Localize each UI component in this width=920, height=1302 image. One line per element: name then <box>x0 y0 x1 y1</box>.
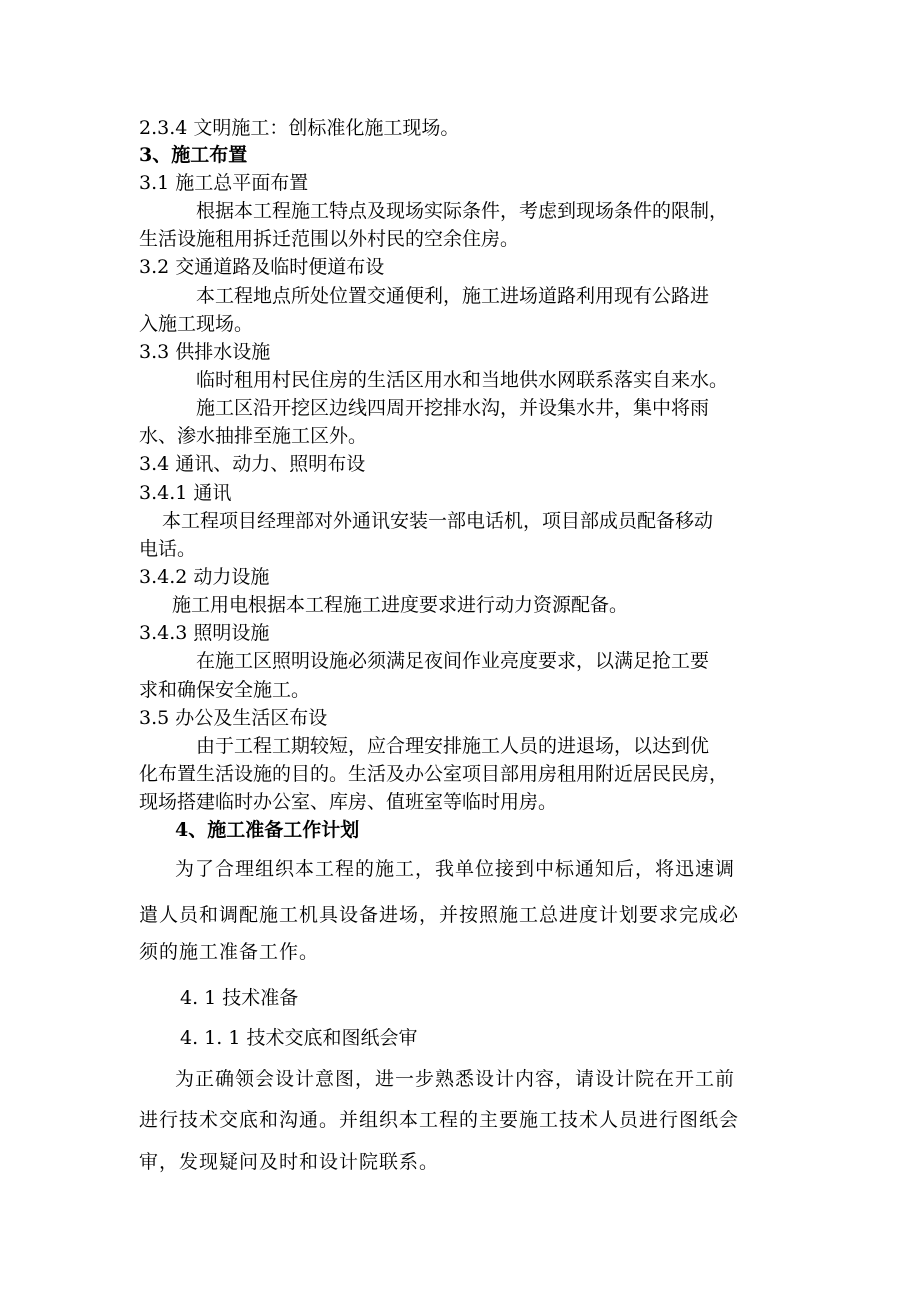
paragraph-line: 化布置生活设施的目的。生活及办公室项目部用房租用附近居民民房， <box>139 763 729 785</box>
paragraph-line: 进行技术交底和沟通。并组织本工程的主要施工技术人员进行图纸会 <box>139 1109 740 1131</box>
heading-3-4: 3.4 通讯、动力、照明布设 <box>139 453 366 475</box>
paragraph-line: 遣人员和调配施工机具设备进场，并按照施工总进度计划要求完成必 <box>139 904 740 926</box>
heading-4-1: 4. 1 技术准备 <box>180 987 299 1009</box>
heading-3: 3、施工布置 <box>139 144 248 166</box>
paragraph-line: 在施工区照明设施必须满足夜间作业亮度要求，以满足抢工要 <box>196 650 710 672</box>
heading-3-4-2: 3.4.2 动力设施 <box>139 566 270 588</box>
heading-3-4-3: 3.4.3 照明设施 <box>139 622 270 644</box>
paragraph-line: 由于工程工期较短，应合理安排施工人员的进退场，以达到优 <box>196 735 710 757</box>
paragraph-line: 入施工现场。 <box>139 313 254 335</box>
paragraph-line: 求和确保安全施工。 <box>139 679 311 701</box>
paragraph-line: 施工用电根据本工程施工进度要求进行动力资源配备。 <box>172 594 629 616</box>
paragraph-line: 审，发现疑问及时和设计院联系。 <box>139 1151 440 1173</box>
paragraph-line: 现场搭建临时办公室、库房、值班室等临时用房。 <box>139 791 558 813</box>
heading-3-5: 3.5 办公及生活区布设 <box>139 707 328 729</box>
paragraph-line: 为正确领会设计意图，进一步熟悉设计内容，请设计院在开工前 <box>175 1068 736 1090</box>
paragraph-line: 施工区沿开挖区边线四周开挖排水沟，并设集水井，集中将雨 <box>196 397 710 419</box>
paragraph-line: 生活设施租用拆迁范围以外村民的空余住房。 <box>139 228 520 250</box>
paragraph-line: 本工程地点所处位置交通便利，施工进场道路利用现有公路进 <box>196 285 710 307</box>
paragraph-line: 水、渗水抽排至施工区外。 <box>139 425 368 447</box>
paragraph-line: 根据本工程施工特点及现场实际条件，考虑到现场条件的限制， <box>196 200 729 222</box>
paragraph-line: 本工程项目经理部对外通讯安装一部电话机，项目部成员配备移动 <box>162 510 714 532</box>
line-2-3-4: 2.3.4 文明施工：创标准化施工现场。 <box>139 117 460 139</box>
heading-3-1: 3.1 施工总平面布置 <box>139 172 309 194</box>
paragraph-line: 为了合理组织本工程的施工，我单位接到中标通知后，将迅速调 <box>175 858 736 880</box>
heading-3-2: 3.2 交通道路及临时便道布设 <box>139 256 385 278</box>
paragraph-line: 电话。 <box>139 538 197 560</box>
heading-4: 4、施工准备工作计划 <box>175 819 360 841</box>
heading-3-3: 3.3 供排水设施 <box>139 341 271 363</box>
heading-4-1-1: 4. 1. 1 技术交底和图纸会审 <box>180 1027 418 1049</box>
paragraph-line: 临时租用村民住房的生活区用水和当地供水网联系落实自来水。 <box>196 369 729 391</box>
heading-3-4-1: 3.4.1 通讯 <box>139 482 232 504</box>
paragraph-line: 须的施工准备工作。 <box>139 941 320 963</box>
